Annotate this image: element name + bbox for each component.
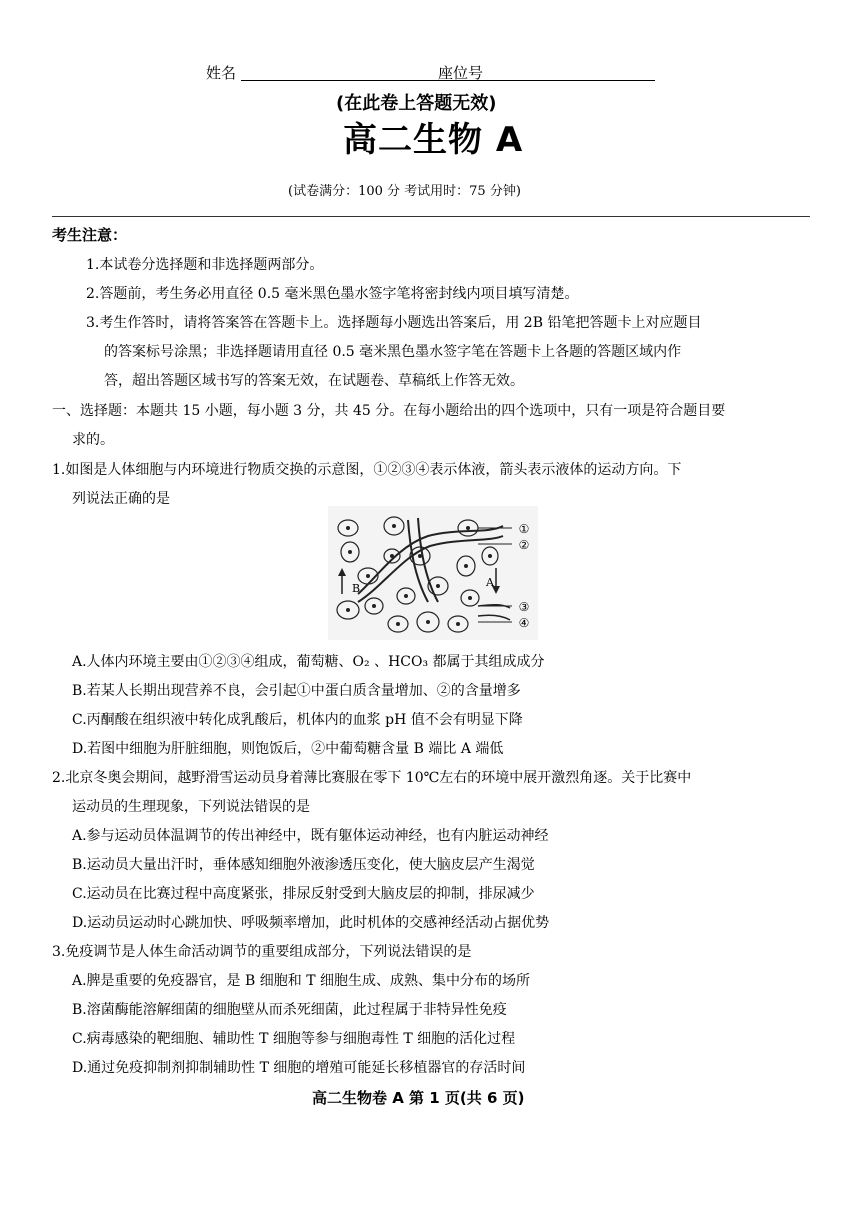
- option-a: A.人体内环境主要由①②③④组成，葡萄糖、O₂ 、HCO₃ 都属于其组成成分: [72, 654, 545, 670]
- notice-heading: 考生注意：: [52, 226, 128, 244]
- body-fluid-exchange-diagram: [328, 506, 538, 640]
- section-heading-cont: 求的。: [72, 432, 114, 448]
- notice-item: 答，超出答题区域书写的答案无效，在试题卷、草稿纸上作答无效。: [104, 373, 524, 389]
- figure-label-a: A: [486, 576, 494, 589]
- notice-item: 的答案标号涂黑；非选择题请用直径 0.5 毫米黑色墨水签字笔在答题卡上各题的答题区域内作: [104, 344, 682, 360]
- option-d: D.运动员运动时心跳加快、呼吸频率增加，此时机体的交感神经活动占据优势: [72, 915, 550, 931]
- question-stem: 3.免疫调节是人体生命活动调节的重要组成部分，下列说法错误的是: [52, 944, 472, 960]
- option-c: C.运动员在比赛过程中高度紧张，排尿反射受到大脑皮层的抑制，排尿减少: [72, 886, 535, 902]
- option-b: B.溶菌酶能溶解细菌的细胞壁从而杀死细菌，此过程属于非特异性免疫: [72, 1002, 507, 1018]
- notice-item: 1.本试卷分选择题和非选择题两部分。: [86, 257, 324, 273]
- option-d: D.若图中细胞为肝脏细胞，则饱饭后，②中葡萄糖含量 B 端比 A 端低: [72, 741, 504, 757]
- option-c: C.丙酮酸在组织液中转化成乳酸后，机体内的血浆 pH 值不会有明显下降: [72, 712, 523, 728]
- figure-label-4: ④: [518, 616, 530, 630]
- name-label: 姓名: [206, 64, 237, 82]
- page-title: 高二生物 A: [343, 120, 524, 160]
- figure-label-2: ②: [518, 538, 530, 552]
- question-stem: 2.北京冬奥会期间，越野滑雪运动员身着薄比赛服在零下 10℃左右的环境中展开激烈角逐。关于比赛中: [52, 770, 692, 786]
- section-heading: 一、选择题：本题共 15 小题，每小题 3 分，共 45 分。在每小题给出的四个选项中，只有一项是符合题目要: [52, 403, 726, 419]
- invalid-answer-note: (在此卷上答题无效): [336, 93, 497, 114]
- header-divider: [52, 216, 810, 217]
- figure-label-b: B: [352, 582, 361, 595]
- question-stem: 1.如图是人体细胞与内环境进行物质交换的示意图，①②③④表示体液，箭头表示液体的运动方向。下: [52, 462, 682, 478]
- option-c: C.病毒感染的靶细胞、辅助性 T 细胞等参与细胞毒性 T 细胞的活化过程: [72, 1031, 516, 1047]
- figure-label-3: ③: [518, 600, 530, 614]
- question-stem-cont: 列说法正确的是: [72, 491, 170, 507]
- option-b: B.若某人长期出现营养不良，会引起①中蛋白质含量增加、②的含量增多: [72, 683, 521, 699]
- notice-item: 3.考生作答时，请将答案答在答题卡上。选择题每小题选出答案后，用 2B 铅笔把答题卡上对应题目: [86, 315, 702, 331]
- notice-item: 2.答题前，考生务必用直径 0.5 毫米黑色墨水签字笔将密封线内项目填写清楚。: [86, 286, 579, 302]
- question-stem-cont: 运动员的生理现象，下列说法错误的是: [72, 799, 310, 815]
- page-footer: 高二生物卷 A 第 1 页(共 6 页): [312, 1089, 525, 1107]
- figure-label-1: ①: [518, 522, 530, 536]
- seat-label: 座位号: [438, 64, 484, 82]
- option-a: A.参与运动员体温调节的传出神经中，既有躯体运动神经，也有内脏运动神经: [72, 828, 549, 844]
- option-a: A.脾是重要的免疫器官，是 B 细胞和 T 细胞生成、成熟、集中分布的场所: [72, 973, 530, 989]
- option-d: D.通过免疫抑制剂抑制辅助性 T 细胞的增殖可能延长移植器官的存活时间: [72, 1060, 526, 1076]
- option-b: B.运动员大量出汗时，垂体感知细胞外液渗透压变化，使大脑皮层产生渴觉: [72, 857, 535, 873]
- exam-info: (试卷满分：100 分 考试用时：75 分钟): [288, 184, 521, 199]
